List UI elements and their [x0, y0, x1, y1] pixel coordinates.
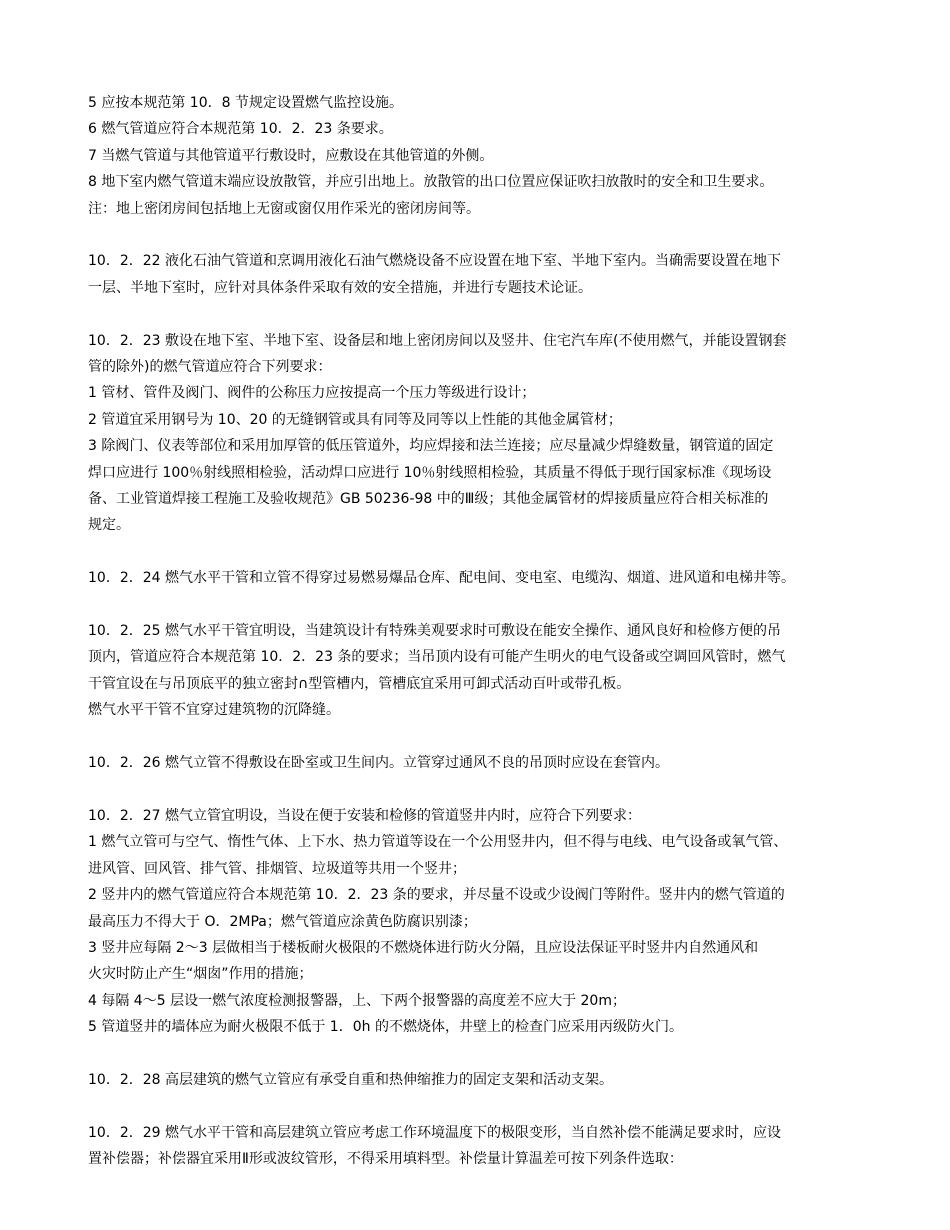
paragraph	[88, 803, 878, 1041]
paragraph	[88, 565, 878, 591]
text-line: 2 竖井内的燃气管道应符合本规范第 10．2．23 条的要求，并尽量不设或少设阀门等附件。竖井内的燃气管道的	[88, 887, 785, 904]
text-line: 6 燃气管道应符合本规范第 10．2．23 条要求。	[88, 121, 393, 138]
document-page	[88, 90, 878, 1173]
text-line: 10．2．27 燃气立管宜明设，当设在便于安装和检修的管道竖井内时，应符合下列要求：	[88, 807, 641, 824]
text-line: 焊口应进行 100％射线照相检验，活动焊口应进行 10％射线照相检验，其质量不得低于现行国家标准《现场设	[88, 464, 772, 481]
paragraph	[88, 328, 878, 539]
paragraph	[88, 1067, 878, 1093]
text-line: 干管宜设在与吊顶底平的独立密封∩型管槽内，管槽底宜采用可卸式活动百叶或带孔板。	[88, 675, 631, 692]
text-line: 10．2．25 燃气水平干管宜明设，当建筑设计有特殊美观要求时可敷设在能安全操作、通风良好和检修方便的吊	[88, 623, 781, 640]
text-line: 规定。	[88, 517, 130, 534]
text-line: 顶内，管道应符合本规范第 10．2．23 条的要求；当吊顶内设有可能产生明火的电气设备或空调回风管时，燃气	[88, 649, 786, 666]
paragraph-spacer	[88, 1041, 878, 1067]
text-line: 一层、半地下室时，应针对具体条件采取有效的安全措施，并进行专题技术论证。	[88, 279, 592, 296]
text-line: 5 管道竖井的墙体应为耐火极限不低于 1．0h 的不燃烧体，井壁上的检查门应采用丙级防火门。	[88, 1019, 683, 1036]
text-line: 1 燃气立管可与空气、惰性气体、上下水、热力管道等设在一个公用竖井内，但不得与电线、电气设备或氧气管、	[88, 834, 788, 851]
text-line: 进风管、回风管、排气管、排烟管、垃圾道等共用一个竖井；	[88, 860, 466, 877]
text-line: 3 除阀门、仪表等部位和采用加厚管的低压管道外，均应焊接和法兰连接；应尽量减少焊缝数量，钢管道的固定	[88, 438, 774, 455]
text-line: 置补偿器；补偿器宜采用Ⅱ形或波纹管形，不得采用填料型。补偿量计算温差可按下列条件选取：	[88, 1151, 683, 1168]
text-line: 8 地下室内燃气管道末端应设放散管，并应引出地上。放散管的出口位置应保证吹扫放散时的安全和卫生要求。	[88, 174, 774, 191]
paragraph-spacer	[88, 1093, 878, 1119]
paragraph-spacer	[88, 301, 878, 327]
text-line: 10．2．26 燃气立管不得敷设在卧室或卫生间内。立管穿过通风不良的吊顶时应设在套管内。	[88, 755, 669, 772]
paragraph	[88, 618, 878, 724]
text-line: 2 管道宜采用钢号为 10、20 的无缝钢管或具有同等及同等以上性能的其他金属管材；	[88, 411, 622, 428]
text-line: 4 每隔 4～5 层设一燃气浓度检测报警器，上、下两个报警器的高度差不应大于 20m；	[88, 992, 626, 1009]
text-line: 备、工业管道焊接工程施工及验收规范》GB 50236-98 中的Ⅲ级；其他金属管材的焊接质量应符合相关标准的	[88, 491, 769, 508]
paragraph	[88, 248, 878, 301]
text-line: 10．2．28 高层建筑的燃气立管应有承受自重和热伸缩推力的固定支架和活动支架。	[88, 1071, 613, 1088]
paragraph-spacer	[88, 776, 878, 802]
text-line: 管的除外)的燃气管道应符合下列要求：	[88, 359, 332, 376]
paragraph-spacer	[88, 222, 878, 248]
paragraph-spacer	[88, 539, 878, 565]
text-line: 燃气水平干管不宜穿过建筑物的沉降缝。	[88, 702, 340, 719]
text-line: 10．2．24 燃气水平干管和立管不得穿过易燃易爆品仓库、配电间、变电室、电缆沟、烟道、进风道和电梯井等。	[88, 570, 795, 587]
text-line: 10．2．22 液化石油气管道和烹调用液化石油气燃烧设备不应设置在地下室、半地下室内。当确需要设置在地下	[88, 253, 781, 270]
paragraph-spacer	[88, 724, 878, 750]
text-line: 7 当燃气管道与其他管道平行敷设时，应敷设在其他管道的外侧。	[88, 147, 494, 164]
text-line: 10．2．23 敷设在地下室、半地下室、设备层和地上密闭房间以及竖井、住宅汽车库(不使用燃气，并能设置钢套	[88, 332, 787, 349]
paragraph	[88, 1120, 878, 1173]
text-line: 5 应按本规范第 10．8 节规定设置燃气监控设施。	[88, 95, 403, 111]
text-line: 10．2．29 燃气水平干管和高层建筑立管应考虑工作环境温度下的极限变形，当自然补偿不能满足要求时，应设	[88, 1124, 781, 1141]
paragraph	[88, 750, 878, 776]
text-line: 1 管材、管件及阀门、阀件的公称压力应按提高一个压力等级进行设计；	[88, 385, 536, 402]
text-line: 最高压力不得大于 O．2MPa；燃气管道应涂黄色防腐识别漆；	[88, 913, 477, 930]
text-line: 火灾时防止产生“烟囱”作用的措施；	[88, 966, 313, 983]
paragraph-spacer	[88, 592, 878, 618]
paragraph	[88, 90, 878, 222]
text-line: 注：地上密闭房间包括地上无窗或窗仅用作采光的密闭房间等。	[88, 200, 480, 217]
text-line: 3 竖井应每隔 2～3 层做相当于楼板耐火极限的不燃烧体进行防火分隔，且应设法保证平时竖井内自然通风和	[88, 939, 759, 956]
